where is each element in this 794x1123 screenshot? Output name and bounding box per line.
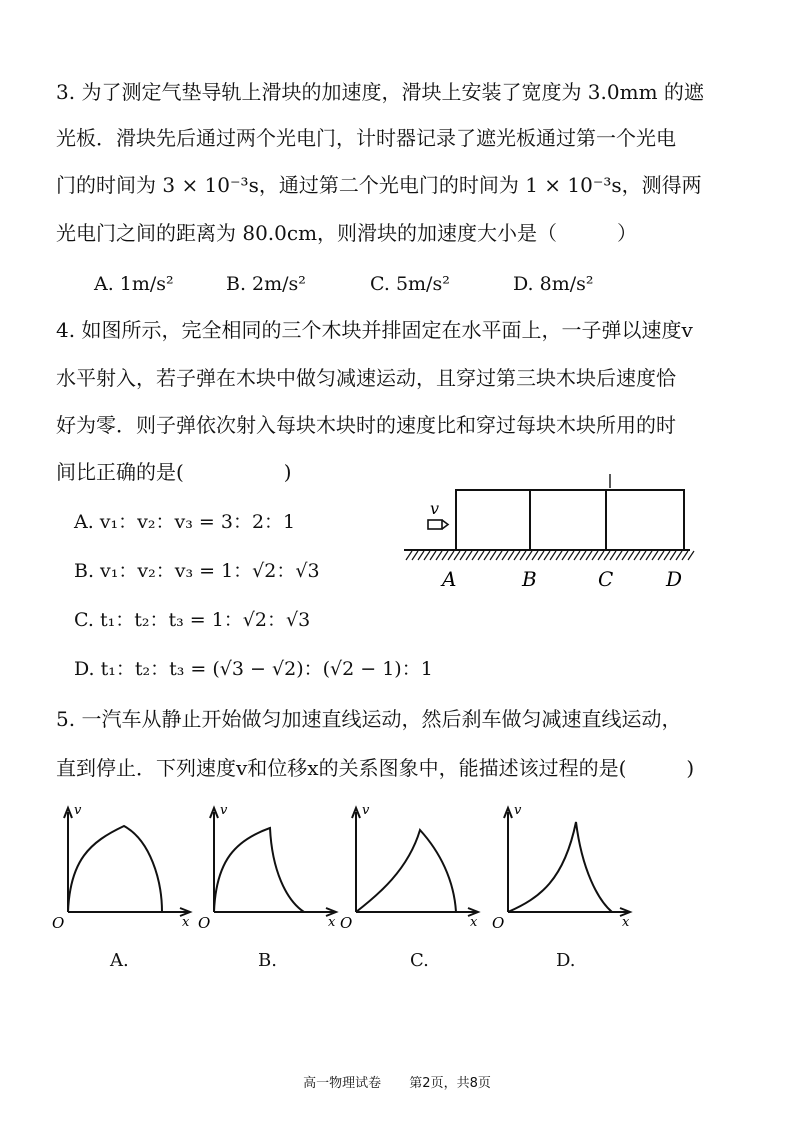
q4-option-a: A. v₁：v₂：v₃ = 3：2：1 [74,511,296,533]
point-d: D [666,567,683,591]
block-1 [456,490,530,550]
graph-d [490,800,640,935]
graph-b-label: B. [258,950,277,971]
q4-line-1: 4. 如图所示，完全相同的三个木块并排固定在水平面上，一子弹以速度v [56,318,693,342]
graph-c [338,800,488,935]
q3-option-c: C. 5m/s² [370,273,450,295]
footer-page-number: 第2页，共8页 [409,1076,491,1091]
q3-option-a: A. 1m/s² [94,273,174,295]
q3-option-d: D. 8m/s² [513,273,594,295]
block-3 [606,490,684,550]
q4-line-3: 好为零．则子弹依次射入每块木块时的速度比和穿过每块木块所用的时 [56,413,676,437]
svg-text:x: x [182,915,190,930]
q5-line-2: 直到停止．下列速度v和位移x的关系图象中，能描述该过程的是( ) [56,756,695,780]
point-b: B [522,567,537,591]
svg-text:O: O [492,914,505,932]
page-footer [0,1072,794,1091]
point-c: C [598,567,614,591]
footer-subject: 高一物理试卷 [303,1076,382,1091]
svg-text:O: O [340,914,353,932]
graph-a-label: A. [110,950,129,971]
bullet-velocity-label: v [430,499,440,518]
graph-d-label: D. [556,950,576,971]
graph-a [50,800,200,935]
q3-line-3: 门的时间为 3 × 10⁻³s，通过第二个光电门的时间为 1 × 10⁻³s，测得两 [56,173,702,197]
svg-text:O: O [52,914,65,932]
q3-line-1: 3. 为了测定气垫导轨上滑块的加速度，滑块上安装了宽度为 3.0mm 的遮 [56,80,704,104]
q3-line-2: 光板．滑块先后通过两个光电门，计时器记录了遮光板通过第一个光电 [56,126,676,150]
svg-text:O: O [198,914,211,932]
graph-b [196,800,346,935]
point-a: A [442,567,457,591]
q5-line-1: 5. 一汽车从静止开始做匀加速直线运动，然后刹车做匀减速直线运动， [56,707,682,731]
q4-line-4: 间比正确的是( ) [56,460,292,484]
svg-text:x: x [470,915,478,930]
q3-line-4: 光电门之间的距离为 80.0cm，则滑块的加速度大小是（ ） [56,221,638,245]
svg-text:v: v [362,803,370,818]
q4-option-c: C. t₁：t₂：t₃ = 1：√2：√3 [74,609,311,631]
q4-blocks-figure [398,470,698,595]
svg-text:v: v [74,803,82,818]
svg-text:v: v [220,803,228,818]
q4-option-b: B. v₁：v₂：v₃ = 1：√2：√3 [74,560,320,582]
q4-option-d: D. t₁：t₂：t₃ = (√3 − √2)：(√2 − 1)：1 [74,658,433,680]
svg-text:x: x [622,915,630,930]
q3-option-b: B. 2m/s² [226,273,306,295]
block-2 [530,490,606,550]
svg-text:x: x [328,915,336,930]
graph-c-label: C. [410,950,429,971]
bullet [428,520,442,529]
q4-line-2: 水平射入，若子弹在木块中做匀减速运动，且穿过第三块木块后速度恰 [56,366,676,390]
svg-text:v: v [514,803,522,818]
